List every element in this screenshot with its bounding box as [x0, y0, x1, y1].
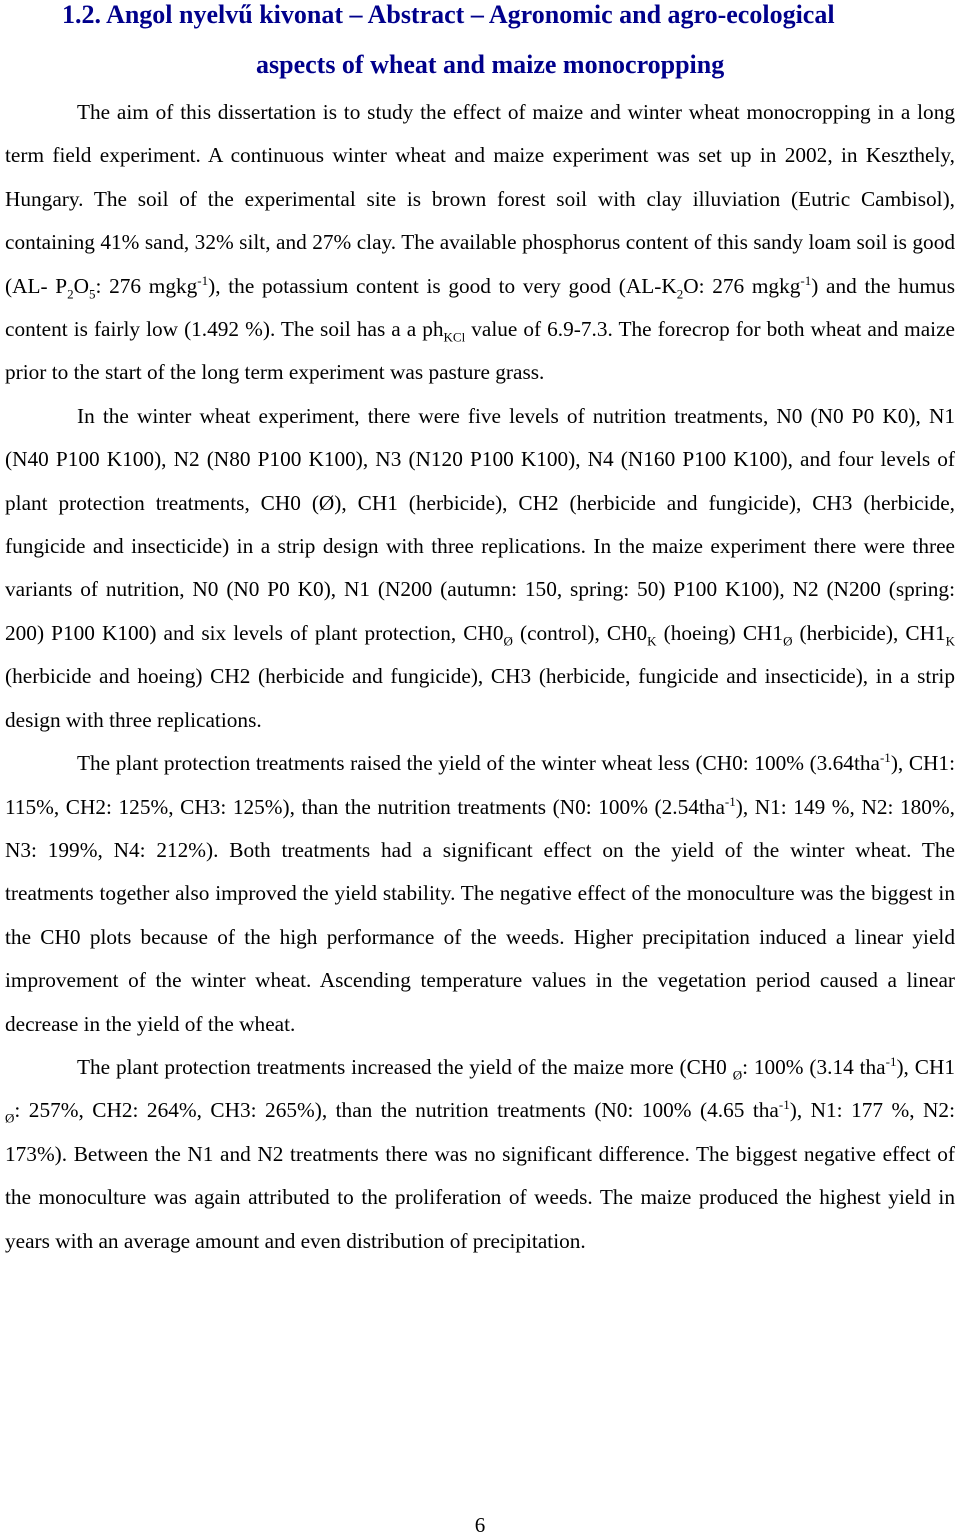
- p4-text-d: : 257%, CH2: 264%, CH3: 265%), than the nutrition treatments (N0: 100% (4.65 tha: [14, 1098, 779, 1123]
- p4-text-e: ), N1: 177 %, N2: 173%). Between the N1 and N2 treatments there was no significant difference. The biggest negative effect of the monoculture was again attributed to the proliferation of weeds. The maize produced the highest yield in years with an average amount and even distribution of precipitation.: [5, 1098, 955, 1253]
- p1-sub-2: 5: [89, 285, 96, 301]
- p2-sub-1: Ø: [503, 633, 513, 649]
- page-number: 6: [474, 1513, 486, 1537]
- p2-text-d: (herbicide), CH1: [792, 620, 946, 645]
- paragraph-4: [5, 1046, 955, 1263]
- p3-sup-1: -1: [879, 750, 891, 765]
- p1-sup-2: -1: [800, 272, 812, 288]
- p1-text-f: ) and the humus content is fairly low (1.492 %). The soil has a a ph: [5, 273, 955, 342]
- p2-text-a: In the winter wheat experiment, there were five levels of nutrition treatments, N0 (N0 P0 K0), N1 (N40 P100 K100), N2 (N80 P100 K100), N3 (N120 P100 K100), N4 (N160 P100 K100), and four levels of plant protection treatments, CH0 (Ø), CH1 (herbicide), CH2 (herbicide and fungicide), CH3 (herbicide, fungicide and insecticide) in a strip design with three replications. In the maize experiment there were three variants of nutrition, N0 (N0 P0 K0), N1 (N200 (autumn: 150, spring: 50) P100 K100), N2 (N200 (spring: 200) P100 K100) and six levels of plant protection, CH0: [5, 403, 955, 645]
- p4-sub-2: Ø: [5, 1110, 15, 1126]
- p1-sub-3: 2: [676, 285, 684, 301]
- section-title-line-1: 1.2. Angol nyelvű kivonat – Abstract – Agronomic and agro-ecological: [62, 0, 835, 29]
- p1-text-b: O: [73, 273, 90, 298]
- p4-sub-1: Ø: [732, 1067, 743, 1083]
- p1-text-e: O: 276 mgkg: [683, 273, 801, 298]
- p1-sub-1: 2: [67, 285, 74, 301]
- p1-text-g: value of 6.9-7.3. The forecrop for both wheat and maize prior to the start of the long term experiment was pasture grass.: [5, 317, 955, 385]
- p1-sub-4: KCl: [443, 329, 466, 345]
- p1-sup-1: -1: [197, 272, 209, 288]
- p3-text-c: ), N1: 149 %, N2: 180%, N3: 199%, N4: 212%). Both treatments had a significant effect on the yield of the winter wheat. The treatments together also improved the yield stability. The negative effect of the monoculture was the biggest in the CH0 plots because of the high performance of the weeds. Higher precipitation induced a linear yield improvement of the winter wheat. Ascending temperature values in the vegetation period caused a linear decrease in the yield of the wheat.: [5, 794, 955, 1036]
- p1-text-c: : 276 mgkg: [95, 273, 198, 298]
- p4-text-a: The plant protection treatments increased the yield of the maize more (CH0: [77, 1054, 733, 1079]
- p1-text-d: ), the potassium content is good to very good (AL-K: [208, 273, 677, 298]
- section-title-line-2: aspects of wheat and maize monocropping: [256, 50, 725, 79]
- p2-text-c: (hoeing) CH1: [656, 620, 784, 645]
- p1-text-a: The aim of this dissertation is to study the effect of maize and winter wheat monocropping in a long term field experiment. A continuous winter wheat and maize experiment was set up in 2002, in Keszthely, Hungary. The soil of the experimental site is brown forest soil with clay illuviation (Eutric Cambisol), containing 41% sand, 32% silt, and 27% clay. The available phosphorus content of this sandy loam soil is good (AL- P: [5, 100, 955, 298]
- abstract-body: [5, 91, 955, 1263]
- paragraph-2: [5, 395, 955, 742]
- p3-sup-2: -1: [724, 793, 736, 809]
- p2-sub-4: K: [945, 633, 955, 649]
- p4-text-c: ), CH1: [896, 1054, 955, 1079]
- p2-text-b: (control), CH0: [512, 620, 648, 645]
- p3-text-a: The plant protection treatments raised the yield of the winter wheat less (CH0: 100% (3.64tha: [77, 751, 880, 776]
- p4-text-b: : 100% (3.14 tha: [742, 1054, 886, 1079]
- p2-sub-3: Ø: [783, 633, 793, 649]
- p4-sup-2: -1: [778, 1097, 790, 1113]
- p3-text-b: ), CH1: 115%, CH2: 125%, CH3: 125%), than the nutrition treatments (N0: 100% (2.54tha: [5, 751, 955, 819]
- p2-text-e: (herbicide and hoeing) CH2 (herbicide and fungicide), CH3 (herbicide, fungicide and insecticide), in a strip design with three replications.: [5, 664, 955, 732]
- paragraph-3: [5, 742, 955, 1046]
- p2-sub-2: K: [647, 633, 657, 649]
- paragraph-1: [5, 91, 955, 395]
- p4-sup-1: -1: [885, 1053, 897, 1069]
